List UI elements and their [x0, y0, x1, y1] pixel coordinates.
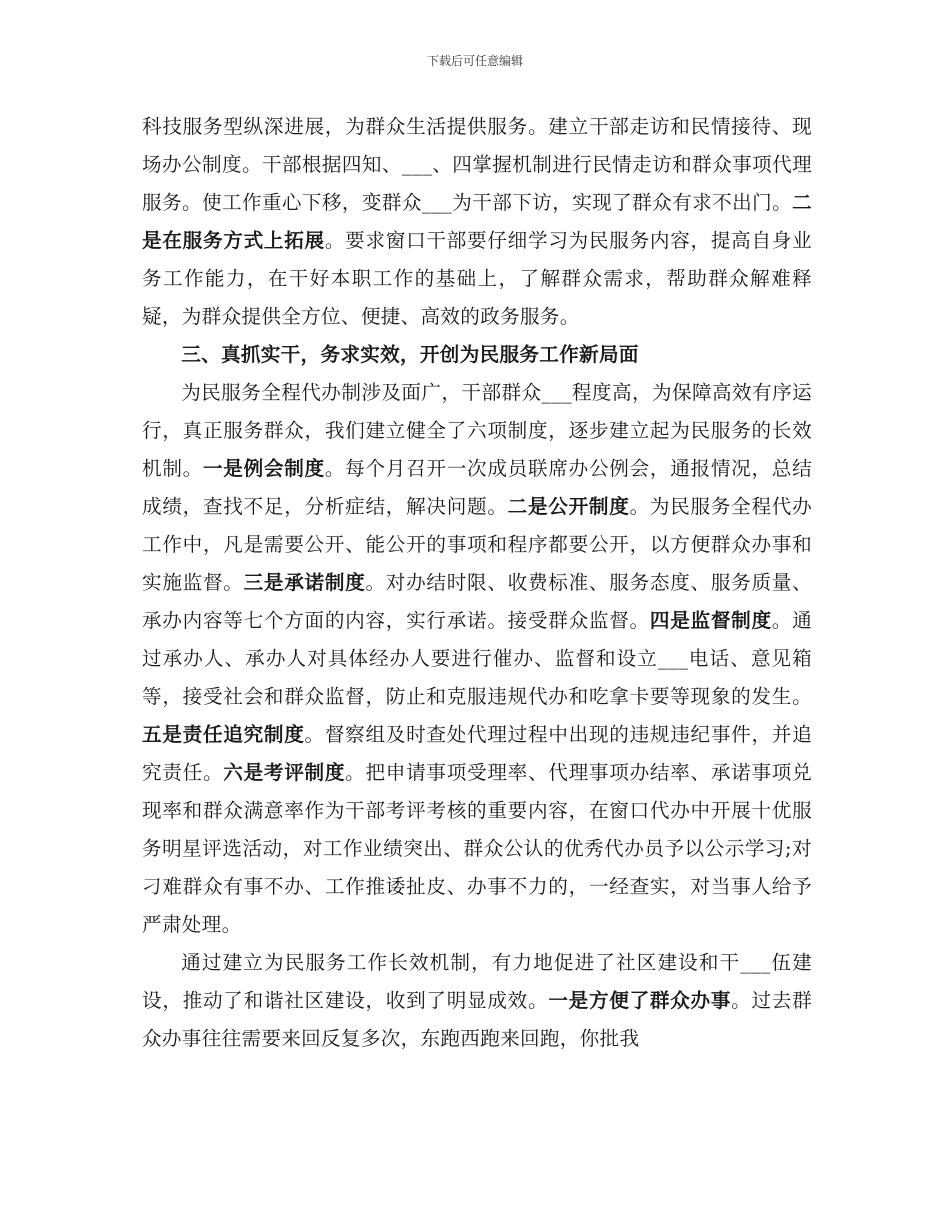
section-heading-3: 三、真抓实干，务求实效，开创为民服务工作新局面: [181, 343, 639, 366]
paragraph-2: 为民服务全程代办制涉及面广，干部群众___程度高，为保障高效有序运行，真正服务群众，我们建立健全了六项制度，逐步建立起为民服务的长效机制。一是例会制度。每个月召开一次成员联席办公例会，通报情况，总结成绩，查找不足，分析症结，解决问题。二是公开制度。为民服务全程代办工作中，凡是需要公开、能公开的事项和程序都要公开，以方便群众办事和实施监督。三是承诺制度。对办结时限、收费标准、服务态度、服务质量、承办内容等七个方面的内容，实行承诺。接受群众监督。四是监督制度。通过承办人、承办人对具体经办人要进行催办、监督和设立___电话、意见箱等，接受社会和群众监督，防止和克服违规代办和吃拿卡要等现象的发生。五是责任追究制度。督察组及时查处代理过程中出现的违规违纪事件，并追究责任。六是考评制度。把申请事项受理率、代理事项办结率、承诺事项兑现率和群众满意率作为干部考评考核的重要内容，在窗口代办中开展十优服务明星评选活动，对工作业绩突出、群众公认的优秀代办员予以公示学习;对刁难群众有事不办、工作推诿扯皮、办事不力的，一经查实，对当事人给予严肃处理。: [142, 381, 812, 936]
bold-phrase: 三是承诺制度: [243, 571, 366, 594]
page-header: 下载后可任意编辑: [426, 54, 523, 68]
bold-phrase: 五是责任追究制度: [142, 723, 305, 746]
bold-phrase: 四是监督制度: [649, 609, 772, 632]
paragraph-1: 科技服务型纵深进展，为群众生活提供服务。建立干部走访和民情接待、现场办公制度。干部根据四知、___、四掌握机制进行民情走访和群众事项代理服务。使工作重心下移，变群众___为干部下访，实现了群众有求不出门。二是在服务方式上拓展。要求窗口干部要仔细学习为民服务内容，提高自身业务工作能力，在干好本职工作的基础上，了解群众需求，帮助群众解难释疑，为群众提供全方位、便捷、高效的政务服务。: [142, 115, 812, 328]
bold-phrase: 二是公开制度: [507, 495, 630, 518]
document-body: [142, 108, 812, 1058]
bold-phrase: 二是在服务方式上拓展: [142, 191, 812, 252]
bold-phrase: 一是方便了群众办事: [548, 989, 732, 1012]
bold-phrase: 一是例会制度: [202, 457, 325, 480]
paragraph-3: 通过建立为民服务工作长效机制，有力地促进了社区建设和干___伍建设，推动了和谐社区建设，收到了明显成效。一是方便了群众办事。过去群众办事往往需要来回反复多次，东跑西跑来回跑，你批我: [142, 951, 812, 1050]
bold-phrase: 六是考评制度: [223, 761, 346, 784]
